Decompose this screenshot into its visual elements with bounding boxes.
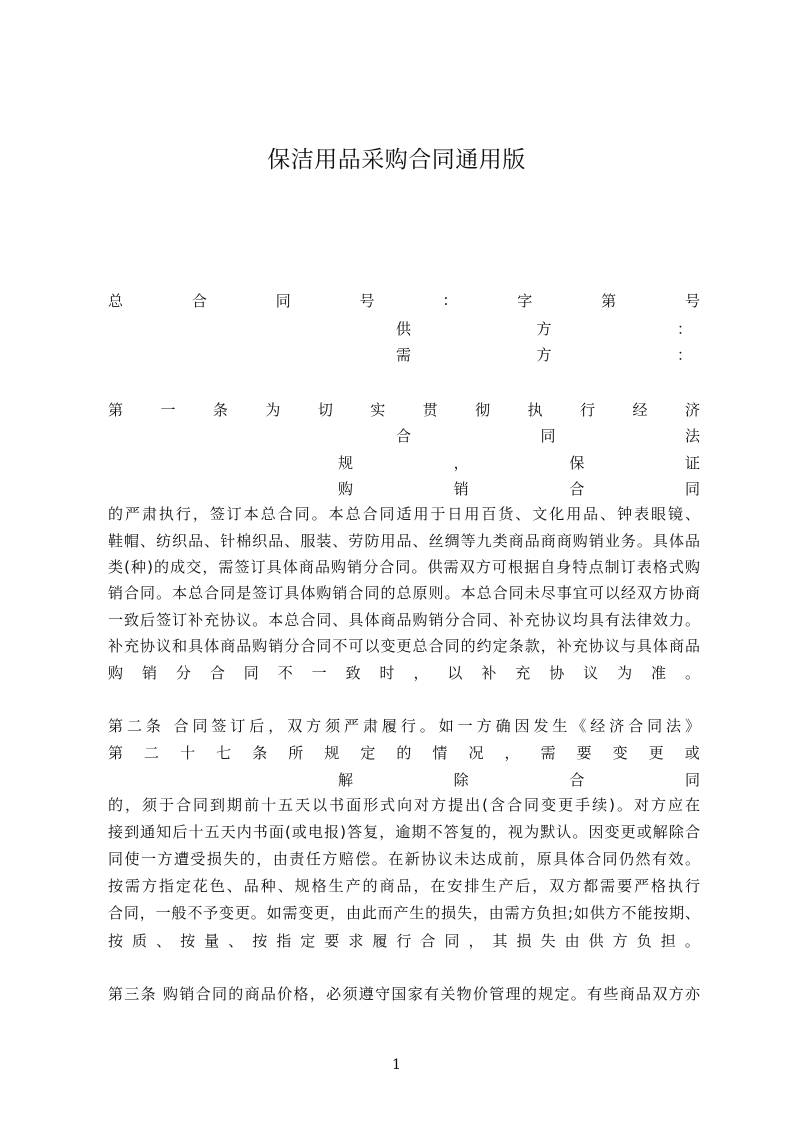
text-char: 七 bbox=[216, 743, 232, 762]
buyer-line bbox=[396, 342, 692, 366]
article-2-body-line: 接到通知后十五天内书面(或电报)答复，逾期不答复的，视为默认。因变更或解除合 bbox=[108, 823, 700, 841]
text-char: 、 bbox=[156, 931, 172, 950]
text-char: 保 bbox=[569, 453, 585, 472]
text-char: 质 bbox=[132, 931, 148, 950]
text-char: 解 bbox=[338, 770, 354, 789]
text-char: 方 bbox=[536, 319, 552, 338]
article-2-line-2 bbox=[108, 740, 700, 764]
text-char: 由 bbox=[564, 931, 580, 950]
text-char: 损 bbox=[516, 931, 532, 950]
text-char: 议 bbox=[583, 663, 599, 682]
text-char: 第 bbox=[108, 400, 124, 419]
text-char: 变 bbox=[612, 743, 628, 762]
text-char: 执 bbox=[527, 400, 543, 419]
text-char: 号 bbox=[684, 291, 700, 310]
page-number: 1 bbox=[392, 1057, 401, 1073]
article-1-body-line: 的严肃执行，签订本总合同。本总合同适用于日用百货、文化用品、钟表眼镜、 bbox=[108, 505, 700, 523]
text-char: 致 bbox=[345, 663, 361, 682]
text-char: 经 bbox=[632, 400, 648, 419]
article-1-line-4 bbox=[338, 476, 700, 500]
text-char: 更 bbox=[648, 743, 664, 762]
text-char: 定 bbox=[360, 743, 376, 762]
text-char: 条 bbox=[212, 400, 228, 419]
text-char: 按 bbox=[180, 931, 196, 950]
text-char: 行 bbox=[580, 400, 596, 419]
article-1-last-line bbox=[108, 660, 700, 684]
text-char: 补 bbox=[481, 663, 497, 682]
article-2-line-3 bbox=[338, 767, 700, 791]
article-1-body-line: 一致后签订补充协议。本总合同、具体商品购销分合同、补充协议均具有法律效力。 bbox=[108, 611, 700, 629]
text-char: 字 bbox=[517, 291, 533, 310]
text-char: 同 bbox=[684, 770, 700, 789]
text-char: 履 bbox=[372, 931, 388, 950]
text-char: 方 bbox=[536, 345, 552, 364]
text-char: 方 bbox=[612, 931, 628, 950]
text-char: 需 bbox=[396, 345, 412, 364]
text-char: 销 bbox=[453, 479, 469, 498]
text-char: 十 bbox=[180, 743, 196, 762]
article-1-line-2 bbox=[396, 423, 700, 447]
text-char: 时 bbox=[379, 663, 395, 682]
text-char: 所 bbox=[288, 743, 304, 762]
text-char: ： bbox=[676, 345, 692, 364]
text-char: 同 bbox=[540, 426, 556, 445]
article-1-body-line: 销合同。本总合同是签订具体购销合同的总原则。本总合同未尽事宜可以经双方协商 bbox=[108, 584, 700, 602]
text-char: 规 bbox=[338, 453, 354, 472]
text-char: 购 bbox=[108, 663, 124, 682]
text-char: 供 bbox=[588, 931, 604, 950]
text-char: : bbox=[443, 291, 449, 309]
article-2-body-line: 同使一方遭受损失的，由责任方赔偿。在新协议未达成前，原具体合同仍然有效。 bbox=[108, 850, 700, 868]
article-2-body-line: 的，须于合同到期前十五天以书面形式向对方提出(含合同变更手续)。对方应在 bbox=[108, 796, 700, 814]
text-char: 法 bbox=[684, 426, 700, 445]
text-char: 合 bbox=[569, 770, 585, 789]
article-2-heading-line: 第二条 合同签订后，双方须严肃履行。如一方确因发生《经济合同法》 bbox=[108, 717, 700, 735]
text-char: 彻 bbox=[475, 400, 491, 419]
text-char: 条 bbox=[252, 743, 268, 762]
text-char: 一 bbox=[311, 663, 327, 682]
text-char: 供 bbox=[396, 319, 412, 338]
article-1-body-line: 类(种)的成交，需签订具体商品购销分合同。供需双方可根据自身特点制订表格式购 bbox=[108, 558, 700, 576]
text-char: 负 bbox=[636, 931, 652, 950]
text-char: 担 bbox=[660, 931, 676, 950]
text-char: 其 bbox=[492, 931, 508, 950]
text-char: 合 bbox=[396, 426, 412, 445]
article-3-heading-line: 第三条 购销合同的商品价格，必须遵守国家有关物价管理的规定。有些商品双方亦 bbox=[108, 985, 700, 1003]
article-2-last-line bbox=[108, 928, 700, 952]
text-char: 实 bbox=[370, 400, 386, 419]
text-char: 二 bbox=[144, 743, 160, 762]
text-char: ， bbox=[504, 743, 520, 762]
text-char: 准 bbox=[651, 663, 667, 682]
article-1-body-line: 鞋帽、纺织品、针棉织品、服装、劳防用品、丝绸等九类商品商商购销业务。具体品 bbox=[108, 532, 700, 550]
text-char: 同 bbox=[275, 291, 291, 310]
text-char: 需 bbox=[540, 743, 556, 762]
text-char: 。 bbox=[684, 931, 700, 950]
document-title: 保洁用品采购合同通用版 bbox=[267, 147, 526, 173]
text-char: ， bbox=[413, 663, 429, 682]
text-char: 总 bbox=[108, 291, 124, 310]
text-char: 求 bbox=[348, 931, 364, 950]
text-char: 按 bbox=[252, 931, 268, 950]
text-char: 同 bbox=[444, 931, 460, 950]
text-char: 为 bbox=[617, 663, 633, 682]
text-char: 不 bbox=[277, 663, 293, 682]
text-char: ， bbox=[468, 931, 484, 950]
text-char: 要 bbox=[324, 931, 340, 950]
article-2-body-line: 合同，一般不予变更。如需变更，由此而产生的损失，由需方负担;如供方不能按期、 bbox=[108, 904, 700, 922]
text-char: 第 bbox=[108, 743, 124, 762]
text-char: 、 bbox=[228, 931, 244, 950]
text-char: 量 bbox=[204, 931, 220, 950]
text-char: 或 bbox=[684, 743, 700, 762]
text-char: 济 bbox=[684, 400, 700, 419]
text-char: 第 bbox=[601, 291, 617, 310]
text-char: 指 bbox=[276, 931, 292, 950]
text-char: 按 bbox=[108, 931, 124, 950]
text-char: 以 bbox=[447, 663, 463, 682]
text-char: 规 bbox=[324, 743, 340, 762]
text-char: ： bbox=[676, 319, 692, 338]
text-char: 分 bbox=[175, 663, 191, 682]
text-char: 合 bbox=[569, 479, 585, 498]
text-char: 失 bbox=[540, 931, 556, 950]
text-char: 的 bbox=[396, 743, 412, 762]
text-char: 除 bbox=[453, 770, 469, 789]
text-char: 充 bbox=[515, 663, 531, 682]
text-char: 情 bbox=[432, 743, 448, 762]
text-char: 切 bbox=[317, 400, 333, 419]
supplier-line bbox=[396, 316, 692, 340]
text-char: 况 bbox=[468, 743, 484, 762]
text-char: 号 bbox=[359, 291, 375, 310]
text-char: 合 bbox=[191, 291, 207, 310]
text-char: 为 bbox=[265, 400, 281, 419]
article-1-heading-line bbox=[108, 397, 700, 421]
text-char: 要 bbox=[576, 743, 592, 762]
text-char: 同 bbox=[243, 663, 259, 682]
text-char: 贯 bbox=[422, 400, 438, 419]
text-char: 一 bbox=[160, 400, 176, 419]
article-2-body-line: 按需方指定花色、品种、规格生产的商品，在安排生产后，双方都需要严格执行 bbox=[108, 877, 700, 895]
text-char: 定 bbox=[300, 931, 316, 950]
contract-number-line bbox=[108, 288, 700, 312]
text-char: 购 bbox=[338, 479, 354, 498]
text-char: 。 bbox=[684, 663, 700, 682]
text-char: 协 bbox=[549, 663, 565, 682]
text-char: 行 bbox=[396, 931, 412, 950]
text-char: 证 bbox=[684, 453, 700, 472]
article-1-line-3 bbox=[338, 450, 700, 474]
text-char: 合 bbox=[209, 663, 225, 682]
text-char: 销 bbox=[141, 663, 157, 682]
text-char: 同 bbox=[684, 479, 700, 498]
article-1-body-line: 补充协议和具体商品购销分合同不可以变更总合同的约定条款，补充协议与具体商品 bbox=[108, 637, 700, 655]
text-char: ， bbox=[453, 453, 469, 472]
text-char: 合 bbox=[420, 931, 436, 950]
